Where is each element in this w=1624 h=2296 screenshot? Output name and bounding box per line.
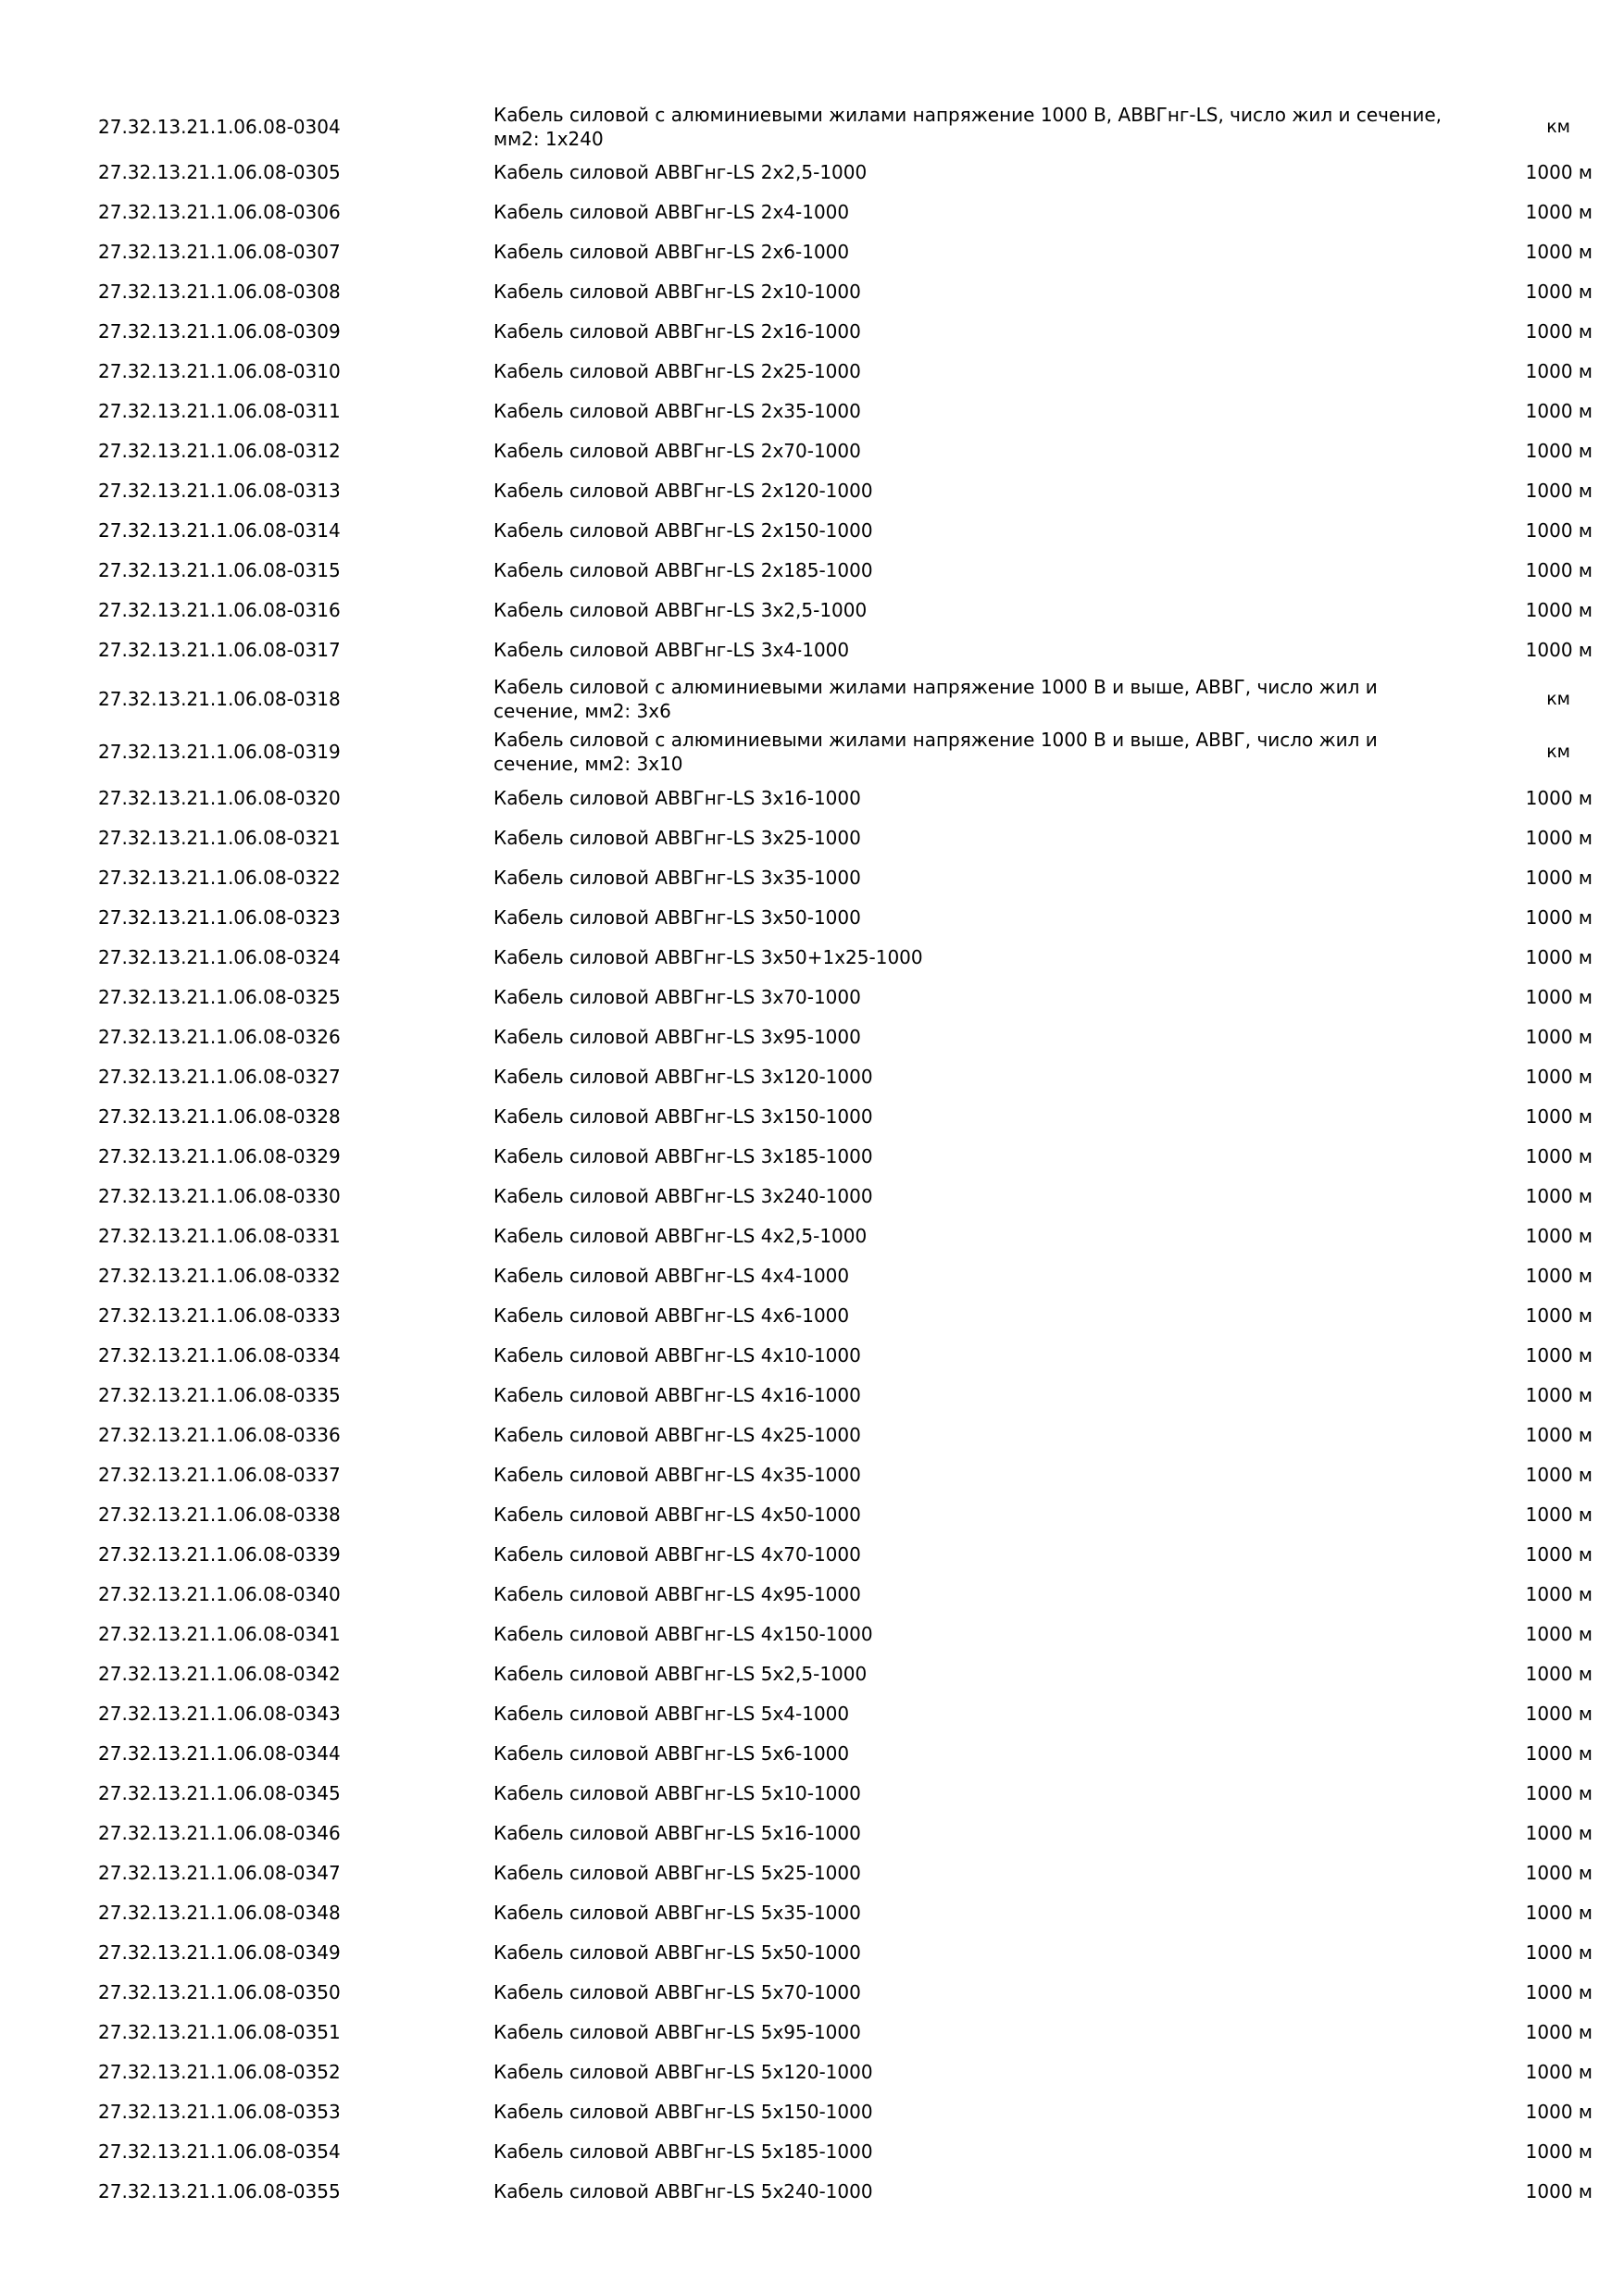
resource-name: Кабель силовой АВВГнг-LS 5х2,5-1000 <box>493 1663 868 1685</box>
table-row <box>0 1304 1624 1328</box>
table-row <box>0 1781 1624 1805</box>
table-row <box>0 1901 1624 1925</box>
resource-code: 27.32.13.21.1.06.08-0304 <box>98 116 341 138</box>
table-row <box>0 1542 1624 1566</box>
resource-unit: 1000 м <box>1525 639 1593 661</box>
resource-code: 27.32.13.21.1.06.08-0318 <box>98 688 341 710</box>
resource-unit: 1000 м <box>1525 1145 1593 1167</box>
table-row <box>0 1104 1624 1129</box>
resource-name: Кабель силовой АВВГнг-LS 5х10-1000 <box>493 1782 861 1804</box>
resource-code: 27.32.13.21.1.06.08-0353 <box>98 2101 341 2123</box>
resource-name: Кабель силовой с алюминиевыми жилами напряжение 1000 В и выше, АВВГ, число жил и сечение, мм2: 3х10 <box>493 729 1378 775</box>
resource-unit: 1000 м <box>1525 1304 1593 1327</box>
table-row <box>0 1343 1624 1367</box>
resource-name: Кабель силовой АВВГнг-LS 4х50-1000 <box>493 1504 861 1526</box>
resource-name: Кабель силовой АВВГнг-LS 3х70-1000 <box>493 986 861 1008</box>
table-row <box>0 280 1624 304</box>
resource-unit: 1000 м <box>1525 480 1593 502</box>
table-row <box>0 240 1624 264</box>
table-row <box>0 399 1624 423</box>
table-row <box>0 359 1624 383</box>
resource-code: 27.32.13.21.1.06.08-0327 <box>98 1066 341 1088</box>
resource-code: 27.32.13.21.1.06.08-0341 <box>98 1623 341 1645</box>
table-row <box>0 1065 1624 1089</box>
resource-unit: 1000 м <box>1525 1424 1593 1446</box>
resource-unit: 1000 м <box>1525 1981 1593 2003</box>
resource-code: 27.32.13.21.1.06.08-0306 <box>98 201 341 223</box>
resource-code: 27.32.13.21.1.06.08-0348 <box>98 1902 341 1924</box>
table-row <box>0 1144 1624 1168</box>
resource-unit: км <box>1546 742 1570 762</box>
resource-unit: 1000 м <box>1525 2101 1593 2123</box>
resource-code: 27.32.13.21.1.06.08-0320 <box>98 787 341 809</box>
resource-unit: 1000 м <box>1525 986 1593 1008</box>
table-row <box>0 985 1624 1009</box>
resource-name: Кабель силовой АВВГнг-LS 4х95-1000 <box>493 1583 861 1605</box>
resource-name: Кабель силовой АВВГнг-LS 4х150-1000 <box>493 1623 873 1645</box>
resource-code: 27.32.13.21.1.06.08-0326 <box>98 1026 341 1048</box>
table-row <box>0 2060 1624 2084</box>
resource-code: 27.32.13.21.1.06.08-0312 <box>98 440 341 462</box>
table-row <box>0 1383 1624 1407</box>
resource-name: Кабель силовой АВВГнг-LS 4х2,5-1000 <box>493 1225 868 1247</box>
table-row <box>0 1662 1624 1686</box>
resource-unit: 1000 м <box>1525 161 1593 183</box>
resource-unit: 1000 м <box>1525 1623 1593 1645</box>
resource-code: 27.32.13.21.1.06.08-0321 <box>98 827 341 849</box>
resource-code: 27.32.13.21.1.06.08-0339 <box>98 1543 341 1566</box>
resource-name: Кабель силовой АВВГнг-LS 2х35-1000 <box>493 400 861 422</box>
table-row <box>0 1503 1624 1527</box>
resource-name: Кабель силовой АВВГнг-LS 2х150-1000 <box>493 519 873 542</box>
resource-code: 27.32.13.21.1.06.08-0352 <box>98 2061 341 2083</box>
resource-unit: 1000 м <box>1525 1105 1593 1128</box>
resource-unit: 1000 м <box>1525 320 1593 343</box>
table-row <box>0 439 1624 463</box>
table-row <box>0 638 1624 662</box>
resource-code: 27.32.13.21.1.06.08-0329 <box>98 1145 341 1167</box>
table-row <box>0 1821 1624 1845</box>
table-row <box>0 1940 1624 1965</box>
resource-name: Кабель силовой АВВГнг-LS 2х2,5-1000 <box>493 161 868 183</box>
resource-unit: 1000 м <box>1525 1742 1593 1765</box>
resource-code: 27.32.13.21.1.06.08-0328 <box>98 1105 341 1128</box>
resource-code: 27.32.13.21.1.06.08-0350 <box>98 1981 341 2003</box>
resource-name: Кабель силовой АВВГнг-LS 5х16-1000 <box>493 1822 861 1844</box>
resource-unit: 1000 м <box>1525 2180 1593 2202</box>
resource-unit: 1000 м <box>1525 1902 1593 1924</box>
resource-code: 27.32.13.21.1.06.08-0324 <box>98 946 341 968</box>
resource-name: Кабель силовой АВВГнг-LS 2х185-1000 <box>493 559 873 581</box>
resource-code: 27.32.13.21.1.06.08-0342 <box>98 1663 341 1685</box>
resource-code: 27.32.13.21.1.06.08-0308 <box>98 281 341 303</box>
resource-name: Кабель силовой АВВГнг-LS 4х10-1000 <box>493 1344 861 1366</box>
resource-name: Кабель силовой АВВГнг-LS 2х10-1000 <box>493 281 861 303</box>
resource-unit: 1000 м <box>1525 1265 1593 1287</box>
resource-code: 27.32.13.21.1.06.08-0331 <box>98 1225 341 1247</box>
resource-unit: 1000 м <box>1525 1822 1593 1844</box>
resource-name: Кабель силовой АВВГнг-LS 5х35-1000 <box>493 1902 861 1924</box>
resource-name: Кабель силовой АВВГнг-LS 3х25-1000 <box>493 827 861 849</box>
resource-unit: 1000 м <box>1525 360 1593 382</box>
resource-name: Кабель силовой с алюминиевыми жилами напряжение 1000 В, АВВГнг-LS, число жил и сечение, мм2: 1х240 <box>493 104 1443 150</box>
resource-name: Кабель силовой АВВГнг-LS 3х35-1000 <box>493 867 861 889</box>
resource-name: Кабель силовой АВВГнг-LS 5х4-1000 <box>493 1703 850 1725</box>
resource-name: Кабель силовой АВВГнг-LS 2х25-1000 <box>493 360 861 382</box>
resource-name: Кабель силовой АВВГнг-LS 3х50+1х25-1000 <box>493 946 923 968</box>
resource-name: Кабель силовой АВВГнг-LS 3х240-1000 <box>493 1185 873 1207</box>
table-row <box>0 558 1624 582</box>
table-row <box>0 1622 1624 1646</box>
resource-code: 27.32.13.21.1.06.08-0330 <box>98 1185 341 1207</box>
resource-code: 27.32.13.21.1.06.08-0325 <box>98 986 341 1008</box>
table-row <box>0 1264 1624 1288</box>
resource-name: Кабель силовой АВВГнг-LS 4х70-1000 <box>493 1543 861 1566</box>
table-row <box>0 1702 1624 1726</box>
table-row <box>0 675 1624 723</box>
resource-code: 27.32.13.21.1.06.08-0354 <box>98 2140 341 2163</box>
resource-unit: 1000 м <box>1525 867 1593 889</box>
table-row <box>0 866 1624 890</box>
table-row <box>0 1980 1624 2004</box>
resource-name: Кабель силовой АВВГнг-LS 5х70-1000 <box>493 1981 861 2003</box>
resource-name: Кабель силовой АВВГнг-LS 4х35-1000 <box>493 1464 861 1486</box>
table-row <box>0 2020 1624 2044</box>
resource-code: 27.32.13.21.1.06.08-0344 <box>98 1742 341 1765</box>
resource-code: 27.32.13.21.1.06.08-0309 <box>98 320 341 343</box>
table-row <box>0 826 1624 850</box>
resource-name: Кабель силовой АВВГнг-LS 3х150-1000 <box>493 1105 873 1128</box>
table-row <box>0 103 1624 151</box>
resource-code: 27.32.13.21.1.06.08-0307 <box>98 241 341 263</box>
resource-name: Кабель силовой АВВГнг-LS 4х4-1000 <box>493 1265 850 1287</box>
resource-code: 27.32.13.21.1.06.08-0336 <box>98 1424 341 1446</box>
resource-code: 27.32.13.21.1.06.08-0345 <box>98 1782 341 1804</box>
table-row <box>0 200 1624 224</box>
resource-unit: 1000 м <box>1525 519 1593 542</box>
resource-unit: 1000 м <box>1525 281 1593 303</box>
resource-code: 27.32.13.21.1.06.08-0335 <box>98 1384 341 1406</box>
table-row <box>0 1582 1624 1606</box>
resource-unit: 1000 м <box>1525 1384 1593 1406</box>
resource-name: Кабель силовой АВВГнг-LS 5х120-1000 <box>493 2061 873 2083</box>
resource-unit: 1000 м <box>1525 906 1593 929</box>
resource-name: Кабель силовой АВВГнг-LS 5х240-1000 <box>493 2180 873 2202</box>
table-row <box>0 479 1624 503</box>
resource-unit: км <box>1546 117 1570 137</box>
resource-unit: км <box>1546 689 1570 709</box>
resource-code: 27.32.13.21.1.06.08-0346 <box>98 1822 341 1844</box>
resource-unit: 1000 м <box>1525 946 1593 968</box>
resource-name: Кабель силовой АВВГнг-LS 3х2,5-1000 <box>493 599 868 621</box>
resource-name: Кабель силовой АВВГнг-LS 5х95-1000 <box>493 2021 861 2043</box>
resource-code: 27.32.13.21.1.06.08-0316 <box>98 599 341 621</box>
resource-name: Кабель силовой АВВГнг-LS 5х185-1000 <box>493 2140 873 2163</box>
resource-unit: 1000 м <box>1525 1543 1593 1566</box>
resource-unit: 1000 м <box>1525 440 1593 462</box>
table-row <box>0 1861 1624 1885</box>
resource-code: 27.32.13.21.1.06.08-0311 <box>98 400 341 422</box>
resource-unit: 1000 м <box>1525 599 1593 621</box>
resource-unit: 1000 м <box>1525 2140 1593 2163</box>
resource-code: 27.32.13.21.1.06.08-0315 <box>98 559 341 581</box>
table-row <box>0 1025 1624 1049</box>
resource-unit: 1000 м <box>1525 201 1593 223</box>
resource-name: Кабель силовой АВВГнг-LS 2х4-1000 <box>493 201 850 223</box>
resource-unit: 1000 м <box>1525 1703 1593 1725</box>
resource-name: Кабель силовой АВВГнг-LS 3х50-1000 <box>493 906 861 929</box>
resource-code: 27.32.13.21.1.06.08-0338 <box>98 1504 341 1526</box>
resource-code: 27.32.13.21.1.06.08-0351 <box>98 2021 341 2043</box>
resource-code: 27.32.13.21.1.06.08-0355 <box>98 2180 341 2202</box>
resource-code: 27.32.13.21.1.06.08-0323 <box>98 906 341 929</box>
resource-unit: 1000 м <box>1525 2021 1593 2043</box>
table-row <box>0 1741 1624 1766</box>
resource-code: 27.32.13.21.1.06.08-0349 <box>98 1941 341 1964</box>
resource-name: Кабель силовой АВВГнг-LS 5х25-1000 <box>493 1862 861 1884</box>
resource-code: 27.32.13.21.1.06.08-0322 <box>98 867 341 889</box>
resource-unit: 1000 м <box>1525 1225 1593 1247</box>
table-row <box>0 1463 1624 1487</box>
resource-name: Кабель силовой с алюминиевыми жилами напряжение 1000 В и выше, АВВГ, число жил и сечение, мм2: 3х6 <box>493 676 1378 722</box>
resource-code: 27.32.13.21.1.06.08-0340 <box>98 1583 341 1605</box>
resource-unit: 1000 м <box>1525 1583 1593 1605</box>
resource-name: Кабель силовой АВВГнг-LS 2х6-1000 <box>493 241 850 263</box>
resource-unit: 1000 м <box>1525 787 1593 809</box>
resource-unit: 1000 м <box>1525 400 1593 422</box>
resource-name: Кабель силовой АВВГнг-LS 4х16-1000 <box>493 1384 861 1406</box>
resource-name: Кабель силовой АВВГнг-LS 4х6-1000 <box>493 1304 850 1327</box>
resource-code: 27.32.13.21.1.06.08-0310 <box>98 360 341 382</box>
resource-name: Кабель силовой АВВГнг-LS 4х25-1000 <box>493 1424 861 1446</box>
resource-code: 27.32.13.21.1.06.08-0333 <box>98 1304 341 1327</box>
resource-code: 27.32.13.21.1.06.08-0332 <box>98 1265 341 1287</box>
resource-name: Кабель силовой АВВГнг-LS 5х6-1000 <box>493 1742 850 1765</box>
resource-name: Кабель силовой АВВГнг-LS 3х120-1000 <box>493 1066 873 1088</box>
table-row <box>0 2100 1624 2124</box>
resource-unit: 1000 м <box>1525 1504 1593 1526</box>
resource-name: Кабель силовой АВВГнг-LS 2х120-1000 <box>493 480 873 502</box>
resource-unit: 1000 м <box>1525 827 1593 849</box>
table-row <box>0 2179 1624 2203</box>
resource-unit: 1000 м <box>1525 1862 1593 1884</box>
table-row <box>0 2140 1624 2164</box>
table-row <box>0 319 1624 343</box>
resource-code: 27.32.13.21.1.06.08-0314 <box>98 519 341 542</box>
table-row <box>0 1224 1624 1248</box>
table-row <box>0 945 1624 969</box>
table-row <box>0 598 1624 622</box>
resource-unit: 1000 м <box>1525 241 1593 263</box>
resource-code: 27.32.13.21.1.06.08-0305 <box>98 161 341 183</box>
resource-unit: 1000 м <box>1525 2061 1593 2083</box>
table-row <box>0 518 1624 543</box>
resource-unit: 1000 м <box>1525 559 1593 581</box>
table-row <box>0 1184 1624 1208</box>
resource-unit: 1000 м <box>1525 1941 1593 1964</box>
table-row <box>0 1423 1624 1447</box>
resource-code: 27.32.13.21.1.06.08-0334 <box>98 1344 341 1366</box>
resource-unit: 1000 м <box>1525 1663 1593 1685</box>
resource-name: Кабель силовой АВВГнг-LS 3х95-1000 <box>493 1026 861 1048</box>
resource-unit: 1000 м <box>1525 1185 1593 1207</box>
resource-name: Кабель силовой АВВГнг-LS 3х16-1000 <box>493 787 861 809</box>
resource-unit: 1000 м <box>1525 1344 1593 1366</box>
resource-code: 27.32.13.21.1.06.08-0347 <box>98 1862 341 1884</box>
resource-unit: 1000 м <box>1525 1464 1593 1486</box>
resource-unit: 1000 м <box>1525 1782 1593 1804</box>
resource-name: Кабель силовой АВВГнг-LS 3х185-1000 <box>493 1145 873 1167</box>
resource-name: Кабель силовой АВВГнг-LS 2х16-1000 <box>493 320 861 343</box>
resource-code: 27.32.13.21.1.06.08-0313 <box>98 480 341 502</box>
resource-code: 27.32.13.21.1.06.08-0343 <box>98 1703 341 1725</box>
resource-unit: 1000 м <box>1525 1066 1593 1088</box>
table-row <box>0 786 1624 810</box>
table-row <box>0 728 1624 776</box>
table-row <box>0 160 1624 184</box>
resource-name: Кабель силовой АВВГнг-LS 3х4-1000 <box>493 639 850 661</box>
resource-name: Кабель силовой АВВГнг-LS 2х70-1000 <box>493 440 861 462</box>
resource-code: 27.32.13.21.1.06.08-0319 <box>98 741 341 763</box>
resource-name: Кабель силовой АВВГнг-LS 5х50-1000 <box>493 1941 861 1964</box>
resource-code: 27.32.13.21.1.06.08-0337 <box>98 1464 341 1486</box>
table-row <box>0 905 1624 930</box>
resource-code: 27.32.13.21.1.06.08-0317 <box>98 639 341 661</box>
resource-name: Кабель силовой АВВГнг-LS 5х150-1000 <box>493 2101 873 2123</box>
resource-unit: 1000 м <box>1525 1026 1593 1048</box>
